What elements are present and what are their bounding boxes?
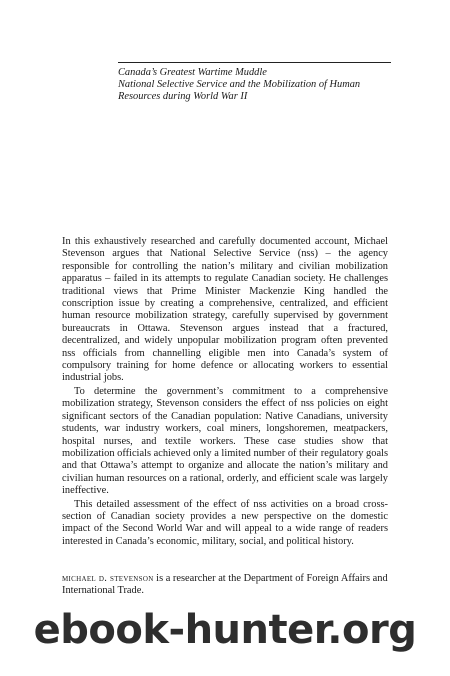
subtitle-line-2: Resources during World War II [118, 91, 248, 102]
book-title: Canada’s Greatest Wartime Muddle [118, 67, 267, 78]
title-block [118, 67, 398, 103]
description-paragraph-2: To determine the government’s commitment to a comprehensive mobilization strategy, Stevenson considers the effect of nss policies on eight significant sectors of the Canadian population: Native Canadians, university students, war industry workers, coal miners, longshoremen, meatpackers, hospital nurses, and textile workers. These case studies show that mobilization officials achieved only a limited number of their regulatory goals and that Ottawa’s attempt to organize and allocate the nation’s military and civilian human resources on a rational, orderly, and efficient scale was largely ineffective. [62, 385, 388, 497]
description-paragraph-3: This detailed assessment of the effect of nss activities on a broad cross-section of Canadian society provides a new perspective on the domestic impact of the Second World War and will appeal to a wide range of readers interested in Canada’s economic, military, social, and political history. [62, 498, 388, 547]
subtitle-line-1: National Selective Service and the Mobilization of Human [118, 79, 361, 90]
watermark: ebook-hunter.org [33, 607, 417, 653]
author-name: michael d. stevenson [62, 573, 154, 584]
author-bio: is a researcher at the Department of Foreign Affairs and International Trade. [62, 573, 388, 597]
author-note [62, 573, 388, 598]
description-paragraph-1: In this exhaustively researched and carefully documented account, Michael Stevenson argues that National Selective Service (nss) – the agency responsible for controlling the nation’s military and civilian mobilization apparatus – failed in its attempts to regulate Canadian society. He challenges traditional views that Prime Minister Mackenzie King handled the conscription issue by creating a comprehensive, centralized, and efficient human resource mobilization strategy, carefully supervised by government bureaucrats in Ottawa. Stevenson argues instead that a fractured, decentralized, and widely unpopular mobilization program often prevented nss officials from channelling eligible men into Canada’s system of compulsory training for home defence or allocating workers to essential industrial jobs. [62, 236, 388, 384]
book-description [62, 236, 388, 548]
top-rule [118, 62, 391, 63]
